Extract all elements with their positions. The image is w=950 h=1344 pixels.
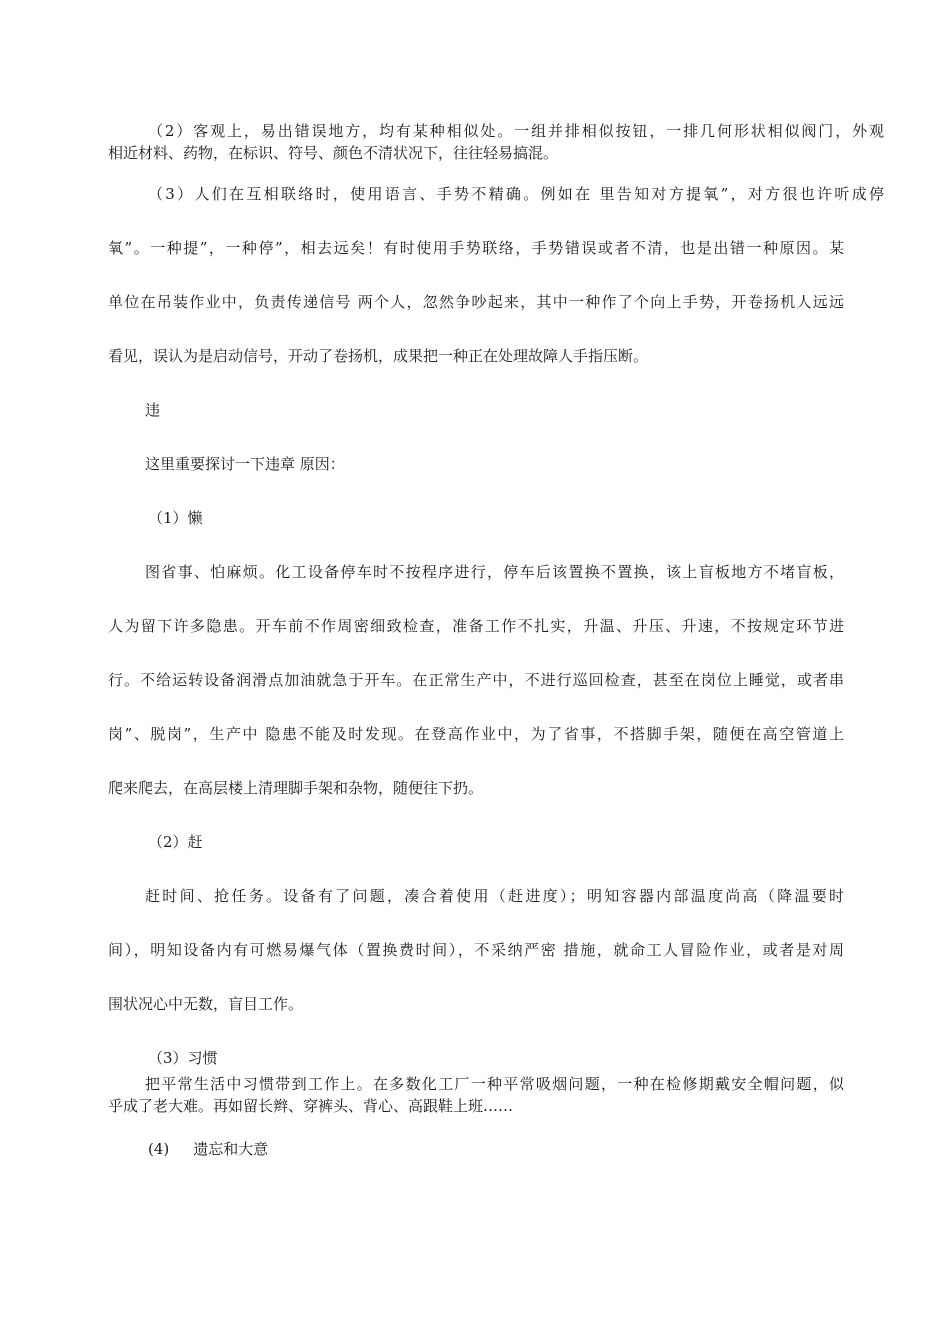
paragraph-lazy-line-5: 爬来爬去，在高层楼上清理脚手架和杂物，随便往下扔。 [108, 779, 484, 797]
subheading-forget [148, 1139, 268, 1159]
paragraph-rush-line-3: 围状况心中无数，盲目工作。 [108, 995, 304, 1013]
paragraph-2-line-2: 相近材料、药物，在标识、符号、颜色不清状况下，往往轻易搞混。 [108, 144, 559, 162]
subheading-forget-label: 遗忘和大意 [193, 1140, 269, 1158]
paragraph-3-line-4: 看见，误认为是启动信号，开动了卷扬机，成果把一种正在处理故障人手指压断。 [108, 347, 649, 365]
subheading-habit: （3）习惯 [148, 1049, 218, 1067]
paragraph-lazy-line-2: 人为留下许多隐患。开车前不作周密细致检查，准备工作不扎实，升温、升压、升速，不按规定环节进 [108, 617, 844, 635]
paragraph-2-line-1: （2）客观上，易出错误地方，均有某种相似处。一组并排相似按钮，一排几何形状相似阀门，外观 [148, 122, 884, 140]
paragraph-3-line-1: （3）人们在互相联络时，使用语言、手势不精确。例如在 里告知对方提氧”，对方很也许听成停 [148, 185, 884, 203]
paragraph-rush-line-2: 间），明知设备内有可燃易爆气体（置换费时间），不采纳严密 措施，就命工人冒险作业，或者是对周 [108, 941, 844, 959]
paragraph-3-line-2: 氧”。一种提”，一种停”，相去远矣！有时使用手势联络，手势错误或者不清，也是出错一种原因。某 [108, 239, 844, 257]
paragraph-rush-line-1: 赶时间、抢任务。设备有了问题，凑合着使用（赶进度）；明知容器内部温度尚高（降温要时 [145, 887, 844, 905]
subheading-forget-number: (4) [148, 1140, 170, 1158]
section-intro: 这里重要探讨一下违章 原因： [145, 455, 345, 473]
paragraph-3-line-3: 单位在吊装作业中，负责传递信号 两个人，忽然争吵起来，其中一种作了个向上手势，开卷扬机人远远 [108, 293, 844, 311]
paragraph-lazy-line-3: 行。不给运转设备润滑点加油就急于开车。在正常生产中，不进行巡回检查，甚至在岗位上睡觉，或者串 [108, 671, 844, 689]
paragraph-habit-line-2: 乎成了老大难。再如留长辫、穿裤头、背心、高跟鞋上班…… [108, 1097, 514, 1115]
paragraph-lazy-line-1: 图省事、怕麻烦。化工设备停车时不按程序进行，停车后该置换不置换，该上盲板地方不堵盲板， [145, 563, 844, 581]
subheading-lazy: （1）懒 [148, 509, 203, 527]
section-heading-violation: 违 [145, 401, 161, 419]
paragraph-habit-line-1: 把平常生活中习惯带到工作上。在多数化工厂一种平常吸烟问题，一种在检修期戴安全帽问题，似 [145, 1075, 844, 1093]
subheading-rush: （2）赶 [148, 833, 203, 851]
paragraph-lazy-line-4: 岗”、脱岗”，生产中 隐患不能及时发现。在登高作业中，为了省事，不搭脚手架，随便在高空管道上 [108, 725, 844, 743]
